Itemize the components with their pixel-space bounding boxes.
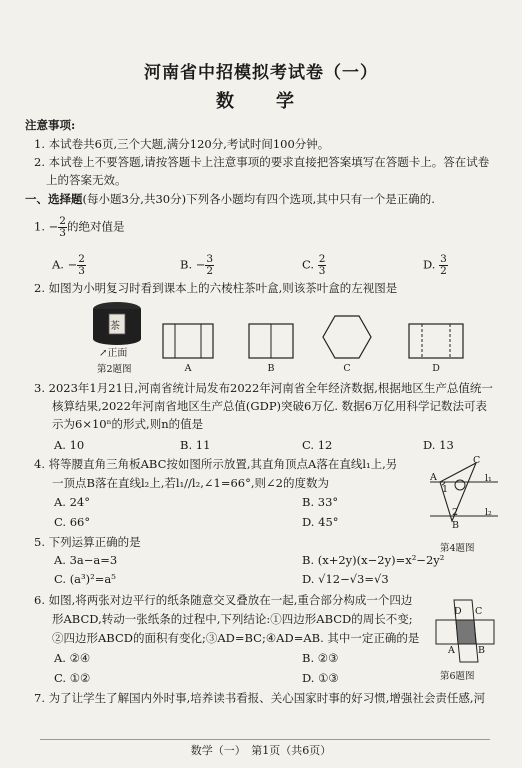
q1-stem xyxy=(34,216,124,239)
q3-line-3: 示为6×10ⁿ的形式,则n的值是 xyxy=(52,417,204,431)
front-label-text: 正面 xyxy=(107,348,128,359)
q1-option-c[interactable] xyxy=(302,254,326,277)
q5-option-a[interactable]: A. 3a−a=3 xyxy=(54,553,118,567)
q2-view-b[interactable] xyxy=(248,323,294,359)
q5-option-d[interactable]: D. √12−√3=√3 xyxy=(302,572,389,586)
q4-label-l1: l₁ xyxy=(485,473,492,484)
q6-line-1: 6. 如图,将两张对边平行的纸条随意交叉叠放在一起,重合部分构成一个四边 xyxy=(34,593,413,607)
q2-label-b: B xyxy=(267,363,275,374)
q1-den: 3 xyxy=(59,227,66,239)
note-1: 1. 本试卷共6页,三个大题,满分120分,考试时间100分钟。 xyxy=(34,137,330,151)
q2-label-c: C xyxy=(343,363,351,374)
q3-option-a[interactable]: A. 10 xyxy=(54,438,85,452)
q2-view-d[interactable] xyxy=(408,323,464,359)
option-fraction xyxy=(205,254,214,277)
q6-line-2: 形ABCD,转动一张纸条的过程中,下列结论:①四边形ABCD的周长不变; xyxy=(52,612,413,626)
q5-stem: 5. 下列运算正确的是 xyxy=(34,535,141,549)
section1-line xyxy=(25,192,435,207)
q4-figure xyxy=(428,455,500,537)
option-num: 3 xyxy=(440,253,447,265)
q4-label-l2: l₂ xyxy=(485,507,492,518)
front-label xyxy=(99,346,127,361)
q4-option-d[interactable]: D. 45° xyxy=(302,515,339,529)
option-sign: − xyxy=(195,257,206,272)
page-footer: 数学（一） 第1页（共6页） xyxy=(190,744,332,757)
q2-view-c[interactable] xyxy=(322,314,372,360)
q4-option-b[interactable]: B. 33° xyxy=(302,495,339,509)
note-2-cont: 上的答案无效。 xyxy=(46,173,127,187)
q1-option-a[interactable] xyxy=(52,254,86,277)
q3-option-b[interactable]: B. 11 xyxy=(180,438,211,452)
option-den: 2 xyxy=(206,265,214,277)
note-2: 2. 本试卷上不要答题,请按答题卡上注意事项的要求直接把答案填写在答题卡上。答在试卷 xyxy=(34,155,490,169)
q4-line-1: 4. 将等腰直角三角板ABC按如图所示放置,其直角顶点A落在直线l₁上,另 xyxy=(34,457,398,471)
tea-box-label: 茶 xyxy=(110,321,120,332)
q4-option-c[interactable]: C. 66° xyxy=(54,515,91,529)
option-label: D. xyxy=(423,257,440,272)
q5-option-b[interactable]: B. (x+2y)(x−2y)=x²−2y² xyxy=(302,553,445,567)
option-label: A. xyxy=(52,257,68,272)
q6-label-d: D xyxy=(454,606,462,617)
q4-label-1: 1 xyxy=(442,484,449,495)
q6-option-b[interactable]: B. ②③ xyxy=(302,651,339,665)
option-den: 3 xyxy=(78,265,85,277)
option-label: C. xyxy=(302,257,318,272)
q3-option-d[interactable]: D. 13 xyxy=(423,438,454,452)
option-fraction xyxy=(439,254,448,277)
q5-option-c[interactable]: C. (a³)²=a⁵ xyxy=(54,572,116,586)
q3-line-1: 3. 2023年1月21日,河南省统计局发布2022年河南省全年经济数据,根据地区生产总值统一 xyxy=(34,381,493,395)
q6-label-b: B xyxy=(478,645,485,656)
option-sign: − xyxy=(67,257,78,272)
q1-fraction xyxy=(58,216,67,239)
option-num: 2 xyxy=(318,253,326,265)
section1-heading: 一、选择题 xyxy=(25,192,83,206)
q1-suffix: 的绝对值是 xyxy=(66,219,125,234)
q1-option-b[interactable] xyxy=(180,254,214,277)
option-num: 2 xyxy=(78,253,85,265)
notes-heading: 注意事项: xyxy=(25,118,76,132)
q4-line-2: 一顶点B落在直线l₂上,若l₁//l₂,∠1=66°,则∠2的度数为 xyxy=(52,476,329,490)
q6-option-c[interactable]: C. ①② xyxy=(54,671,91,685)
q6-option-a[interactable]: A. ②④ xyxy=(54,651,91,665)
q4-label-b: B xyxy=(452,520,459,531)
option-den: 3 xyxy=(318,265,326,277)
q3-option-c[interactable]: C. 12 xyxy=(302,438,333,452)
q4-label-a: A xyxy=(430,472,437,483)
q6-option-d[interactable]: D. ①③ xyxy=(302,671,339,685)
q4-option-a[interactable]: A. 24° xyxy=(54,495,90,509)
option-num: 3 xyxy=(206,253,214,265)
q6-figure xyxy=(432,598,498,664)
option-label: B. xyxy=(180,257,196,272)
q3-line-2: 核算结果,2022年河南省地区生产总值(GDP)突破6万亿. 数据6万亿用科学记数法可表 xyxy=(52,399,487,413)
q2-label-a: A xyxy=(184,363,192,374)
section1-desc: (每小题3分,共30分)下列各小题均有四个选项,其中只有一个是正确的. xyxy=(82,192,435,206)
q2-label-d: D xyxy=(432,363,440,374)
option-fraction xyxy=(77,254,86,277)
q2-stem: 2. 如图为小明复习时看到课本上的六棱柱茶叶盒,则该茶叶盒的左视图是 xyxy=(34,281,398,295)
footer-divider xyxy=(40,739,490,740)
q2-fig-caption: 第2题图 xyxy=(97,364,132,375)
subject-title: 数 学 xyxy=(216,91,306,112)
exam-title: 河南省中招模拟考试卷（一） xyxy=(144,63,378,83)
q6-label-a: A xyxy=(448,645,455,656)
q1-num: 2 xyxy=(59,215,66,227)
option-den: 2 xyxy=(440,265,447,277)
q4-label-2: 2 xyxy=(452,507,459,518)
q6-fig-caption: 第6题图 xyxy=(440,671,475,682)
q4-label-c: C xyxy=(473,455,481,466)
q4-fig-caption: 第4题图 xyxy=(440,543,475,554)
q2-view-a[interactable] xyxy=(162,323,214,359)
q1-prefix: 1. − xyxy=(34,219,59,234)
option-fraction xyxy=(318,254,327,277)
q7-line-1: 7. 为了让学生了解国内外时事,培养读书看报、关心国家时事的好习惯,增强社会责任感,河 xyxy=(34,691,486,705)
q1-option-d[interactable] xyxy=(423,254,448,277)
q6-line-3: ②四边形ABCD的面积有变化;③AD=BC;④AD=AB. 其中一定正确的是 xyxy=(52,631,420,645)
arrow-icon: ↗ xyxy=(99,348,108,359)
q6-label-c: C xyxy=(475,606,483,617)
